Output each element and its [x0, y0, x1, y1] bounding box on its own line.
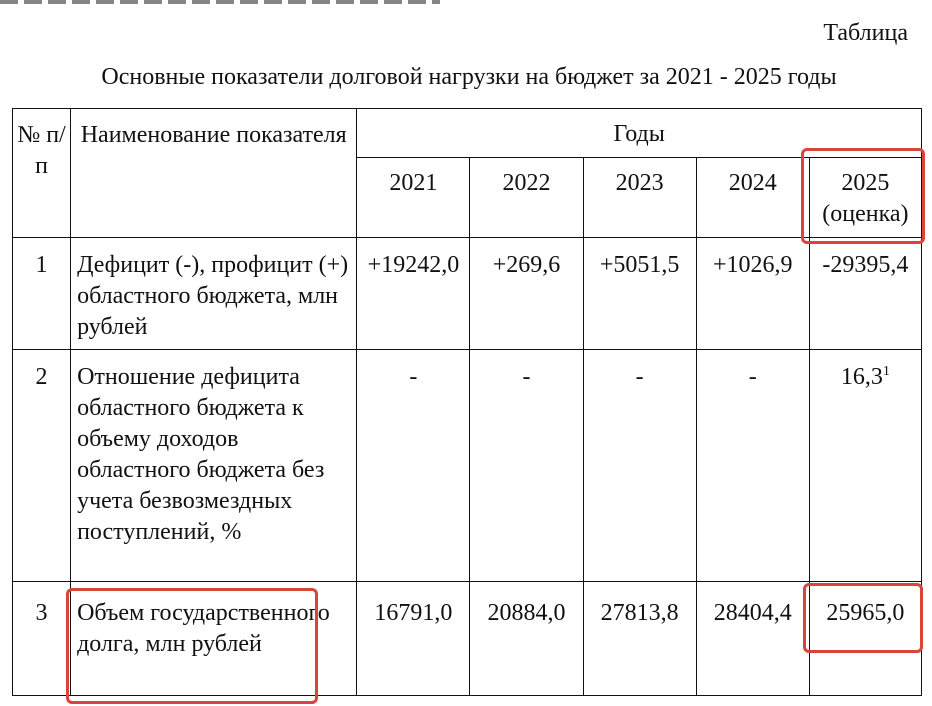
header-num: № п/п — [13, 109, 71, 238]
value-2022: +269,6 — [470, 238, 583, 350]
row-indicator-name: Дефицит (-), профицит (+) областного бюджета, млн рублей — [71, 238, 357, 350]
table-row — [13, 350, 922, 582]
header-year-2021: 2021 — [357, 158, 470, 238]
value-2021: +19242,0 — [357, 238, 470, 350]
header-year-2022: 2022 — [470, 158, 583, 238]
header-year-2023: 2023 — [583, 158, 696, 238]
value-2025: -29395,4 — [809, 238, 921, 350]
document-title: Основные показатели долговой нагрузки на бюджет за 2021 - 2025 годы — [101, 64, 837, 90]
row-indicator-name: Отношение дефицита областного бюджета к объему доходов областного бюджета без учета безвозмездных поступлений, % — [71, 350, 357, 582]
header-name: Наименование показателя — [71, 109, 357, 238]
row-number: 3 — [13, 582, 71, 696]
value-2024: - — [696, 350, 809, 582]
value-2023: 27813,8 — [583, 582, 696, 696]
value-2023: +5051,5 — [583, 238, 696, 350]
header-year-2024: 2024 — [696, 158, 809, 238]
row-number: 1 — [13, 238, 71, 350]
header-years-group: Годы — [357, 109, 922, 158]
value-2022: - — [470, 350, 583, 582]
value-2024: +1026,9 — [696, 238, 809, 350]
value-2025-cell — [809, 350, 921, 582]
footnote-mark: 1 — [882, 364, 890, 379]
value-2025: 25965,0 — [809, 582, 921, 696]
table-row — [13, 238, 922, 350]
value-2021: 16791,0 — [357, 582, 470, 696]
debt-indicators-table — [12, 108, 922, 696]
value-2024: 28404,4 — [696, 582, 809, 696]
table-label: Таблица — [823, 20, 908, 46]
table-row — [13, 582, 922, 696]
value-2023: - — [583, 350, 696, 582]
value-2021: - — [357, 350, 470, 582]
header-year-2025: 2025 (оценка) — [809, 158, 921, 238]
cropped-text-fragment — [0, 0, 440, 4]
row-number: 2 — [13, 350, 71, 582]
header-row-1 — [13, 109, 922, 158]
value-2025: 16,3 — [840, 364, 883, 390]
row-indicator-name: Объем государственного долга, млн рублей — [71, 582, 357, 696]
value-2022: 20884,0 — [470, 582, 583, 696]
